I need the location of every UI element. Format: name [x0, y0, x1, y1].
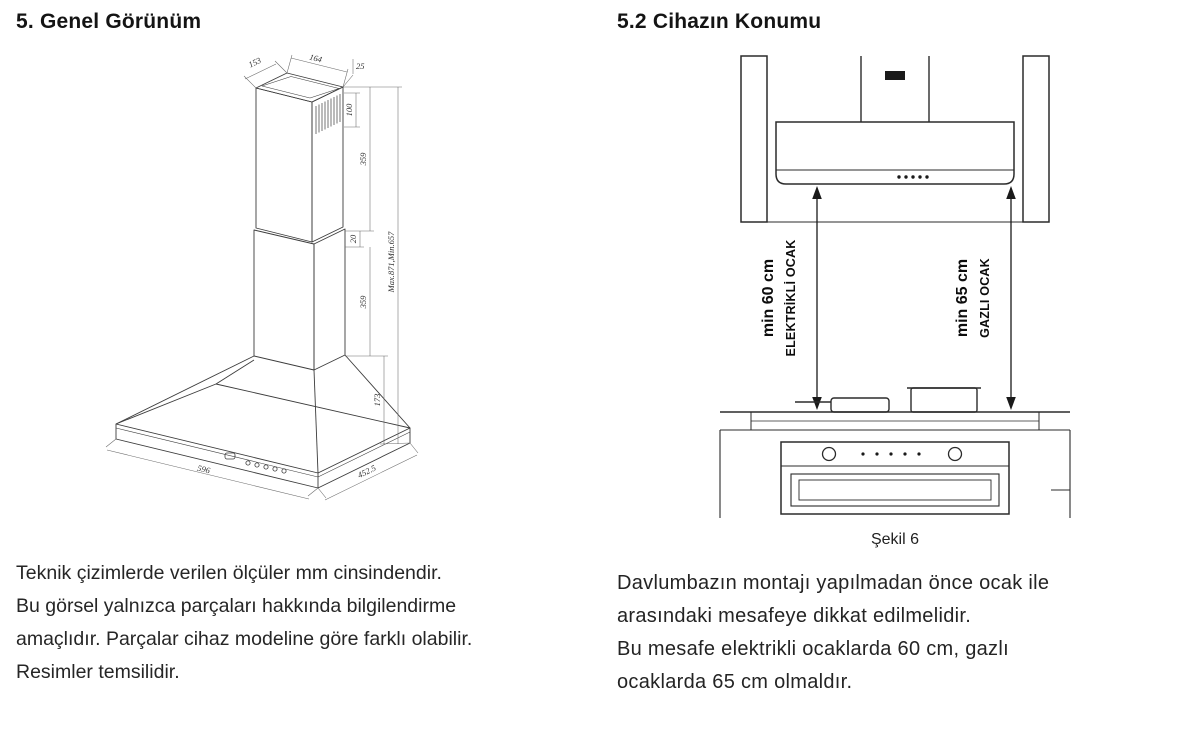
oven-door-glass — [799, 480, 991, 500]
oven-knob-left — [823, 448, 836, 461]
body-line-1: Davlumbazın montajı yapılmadan önce ocak ile — [617, 572, 1050, 594]
note-line-1: Teknik çizimlerde verilen ölçüler mm cinsindendir. — [16, 562, 442, 584]
oven-panel-dots — [861, 452, 920, 455]
installation-diagram-wrap — [695, 50, 1095, 525]
hood-technical-drawing — [98, 46, 438, 526]
gas-distance-label: min 65 cm — [954, 258, 971, 338]
dim-label-153: 153 — [246, 55, 263, 70]
dim-label-164: 164 — [308, 51, 324, 65]
section-heading-right: 5.2 Cihazın Konumu — [617, 10, 822, 33]
dim-label-173: 173 — [372, 393, 382, 407]
cooktop — [720, 388, 1070, 430]
body-line-3: Bu mesafe elektrikli ocaklarda 60 cm, gazlı — [617, 638, 1009, 660]
electric-hob-label: ELEKTRİKLİ OCAK — [784, 239, 798, 357]
electric-distance-arrow — [812, 186, 822, 410]
body-line-2: arasındaki mesafeye dikkat edilmelidir. — [617, 605, 972, 627]
duct-damper — [885, 71, 905, 80]
dim-label-359-lower: 359 — [358, 295, 368, 309]
dim-label-overall: Max.871,Min.657 — [386, 231, 396, 293]
figure-caption: Şekil 6 — [870, 531, 920, 548]
section-general-view — [16, 10, 600, 689]
gas-distance-arrow — [1006, 186, 1016, 410]
hood-outline — [116, 73, 410, 488]
installation-note — [617, 567, 1192, 699]
kitchen-structure — [741, 56, 1049, 222]
installation-diagram — [695, 50, 1095, 520]
technical-note — [16, 557, 600, 689]
dim-label-25: 25 — [356, 61, 365, 71]
oven — [720, 430, 1070, 518]
vent-slots — [316, 94, 340, 134]
pot — [911, 388, 977, 412]
dim-label-359-upper: 359 — [358, 152, 368, 166]
note-line-4: Resimler temsilidir. — [16, 661, 180, 683]
dim-label-452-5: 452.5 — [355, 462, 378, 480]
hood-buttons — [897, 175, 928, 178]
oven-door — [791, 474, 999, 506]
frying-pan — [831, 398, 889, 412]
section-device-position — [617, 10, 1192, 699]
hood-body — [776, 122, 1014, 184]
technical-drawing-wrap — [98, 46, 600, 531]
dim-label-100: 100 — [344, 103, 354, 117]
dim-label-20: 20 — [348, 234, 358, 244]
dim-label-596: 596 — [196, 462, 212, 476]
electric-distance-label: min 60 cm — [760, 258, 777, 338]
dimension-labels — [196, 52, 396, 480]
section-heading-left: 5. Genel Görünüm — [16, 10, 202, 33]
body-line-4: ocaklarda 65 cm olmaldır. — [617, 671, 853, 693]
gas-hob-label: GAZLI OCAK — [978, 258, 992, 338]
note-line-2: Bu görsel yalnızca parçaları hakkında bilgilendirme — [16, 595, 457, 617]
oven-knob-right — [949, 448, 962, 461]
note-line-3: amaçlıdır. Parçalar cihaz modeline göre farklı olabilir. — [16, 628, 473, 650]
